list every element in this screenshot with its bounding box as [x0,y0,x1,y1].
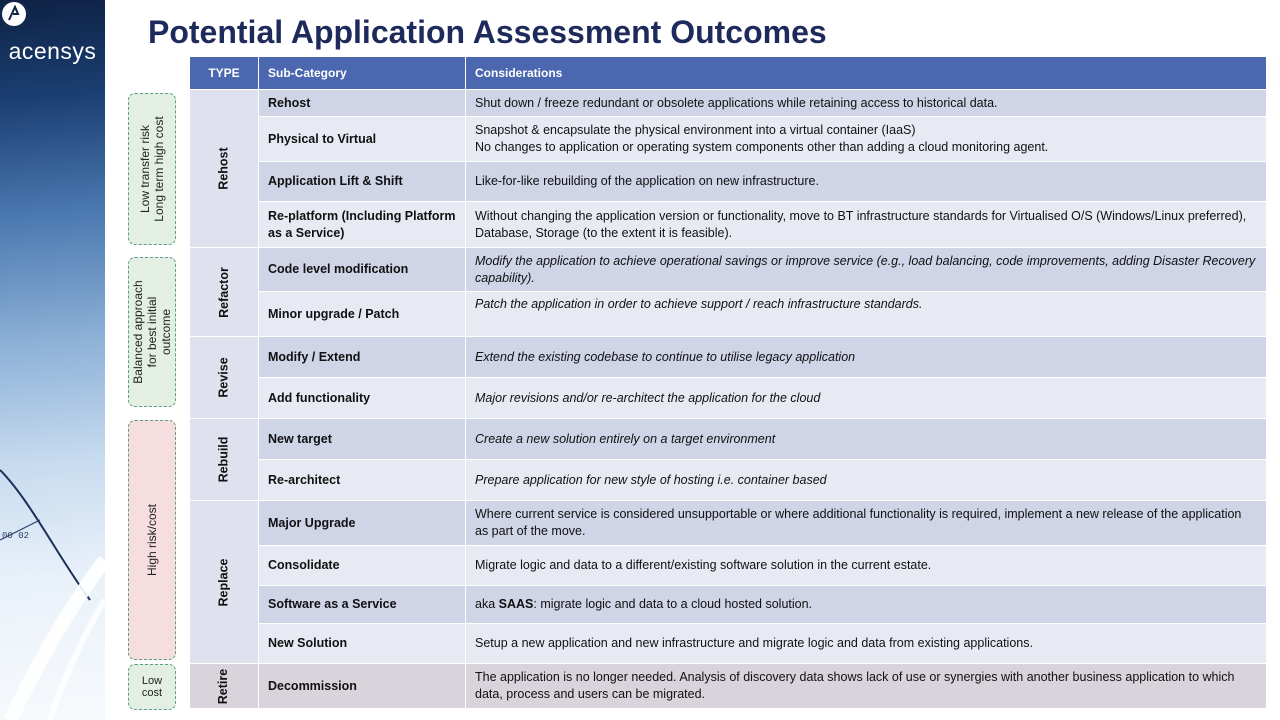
tag-line: cost [141,687,163,699]
considerations-cell: Migrate logic and data to a different/existing software solution in the current estate. [466,546,1267,586]
sub-category-cell: New target [259,419,466,460]
considerations-cell: Shut down / freeze redundant or obsolete applications while retaining access to historical data. [466,90,1267,117]
sub-category-cell: Application Lift & Shift [259,162,466,202]
considerations-cell: Patch the application in order to achieve support / reach infrastructure standards. [466,292,1267,337]
considerations-cell: Where current service is considered unsupportable or where additional functionality is required, implement a new release of the application as part of the move. [466,501,1267,546]
tag-line: Low [141,675,163,687]
assessment-table [190,57,1267,709]
considerations-cell: Setup a new application and new infrastructure and migrate logic and data from existing applications. [466,624,1267,664]
sub-category-cell: New Solution [259,624,466,664]
considerations-cell: Major revisions and/or re-architect the application for the cloud [466,378,1267,419]
sub-category-cell: Major Upgrade [259,501,466,546]
sub-category-cell: Add functionality [259,378,466,419]
considerations-cell: Modify the application to achieve operational savings or improve service (e.g., load balancing, code improvements, adding Disaster Recovery capability). [466,248,1267,292]
tag-low-cost [128,664,176,710]
saas-bold: SAAS [498,597,534,611]
tag-low-transfer-risk [128,93,176,245]
tag-line: Long term high cost [152,116,166,222]
page-title: Potential Application Assessment Outcomes [148,14,827,50]
considerations-cell: Create a new solution entirely on a target environment [466,419,1267,460]
header-sub-category: Sub-Category [259,57,466,90]
type-rebuild: Rebuild [190,419,259,501]
sub-category-cell: Re-architect [259,460,466,501]
type-refactor: Refactor [190,248,259,337]
considerations-cell: Without changing the application version or functionality, move to BT infrastructure standards for Virtualised O/S (Windows/Linux preferred), Database, Storage (to the extent it is feasible). [466,202,1267,248]
sub-category-cell: Decommission [259,664,466,709]
sub-category-cell: Code level modification [259,248,466,292]
considerations-cell: Prepare application for new style of hosting i.e. container based [466,460,1267,501]
considerations-cell [466,586,1267,624]
sub-category-cell: Minor upgrade / Patch [259,292,466,337]
type-rehost: Rehost [190,90,259,248]
sub-category-cell: Rehost [259,90,466,117]
considerations-cell: Extend the existing codebase to continue to utilise legacy application [466,337,1267,378]
logo-icon [0,0,28,28]
sub-category-cell: Software as a Service [259,586,466,624]
sub-category-cell: Modify / Extend [259,337,466,378]
saas-suffix: : migrate logic and data to a cloud hosted solution. [533,597,813,611]
background-art [0,0,105,720]
tag-line: High risk/cost [145,503,159,577]
header-type: TYPE [190,57,259,90]
decorative-side-panel [0,0,105,720]
header-considerations: Considerations [466,57,1267,90]
considerations-cell: Snapshot & encapsulate the physical environment into a virtual container (IaaS) No changes to application or operating system components other than adding a cloud monitoring agent. [466,117,1267,162]
sub-category-cell: Physical to Virtual [259,117,466,162]
tag-line: for best initial [145,296,159,368]
saas-prefix: aka [475,597,499,611]
tag-line: Balanced approach [131,280,145,384]
tag-line: Low transfer risk [138,124,152,214]
sub-category-cell: Consolidate [259,546,466,586]
type-replace: Replace [190,501,259,664]
sub-category-cell: Re-platform (Including Platform as a Service) [259,202,466,248]
considerations-cell: Like-for-like rebuilding of the application on new infrastructure. [466,162,1267,202]
tag-balanced-approach [128,257,176,407]
type-revise: Revise [190,337,259,419]
svg-text:00 02: 00 02 [2,531,30,541]
type-retire: Retire [190,664,259,709]
considerations-cell: The application is no longer needed. Analysis of discovery data shows lack of use or synergies with another business application to which data, process and users can be migrated. [466,664,1267,709]
tag-line: outcome [159,308,173,356]
brand-name: acensys [8,38,97,64]
tag-high-risk-cost [128,420,176,660]
